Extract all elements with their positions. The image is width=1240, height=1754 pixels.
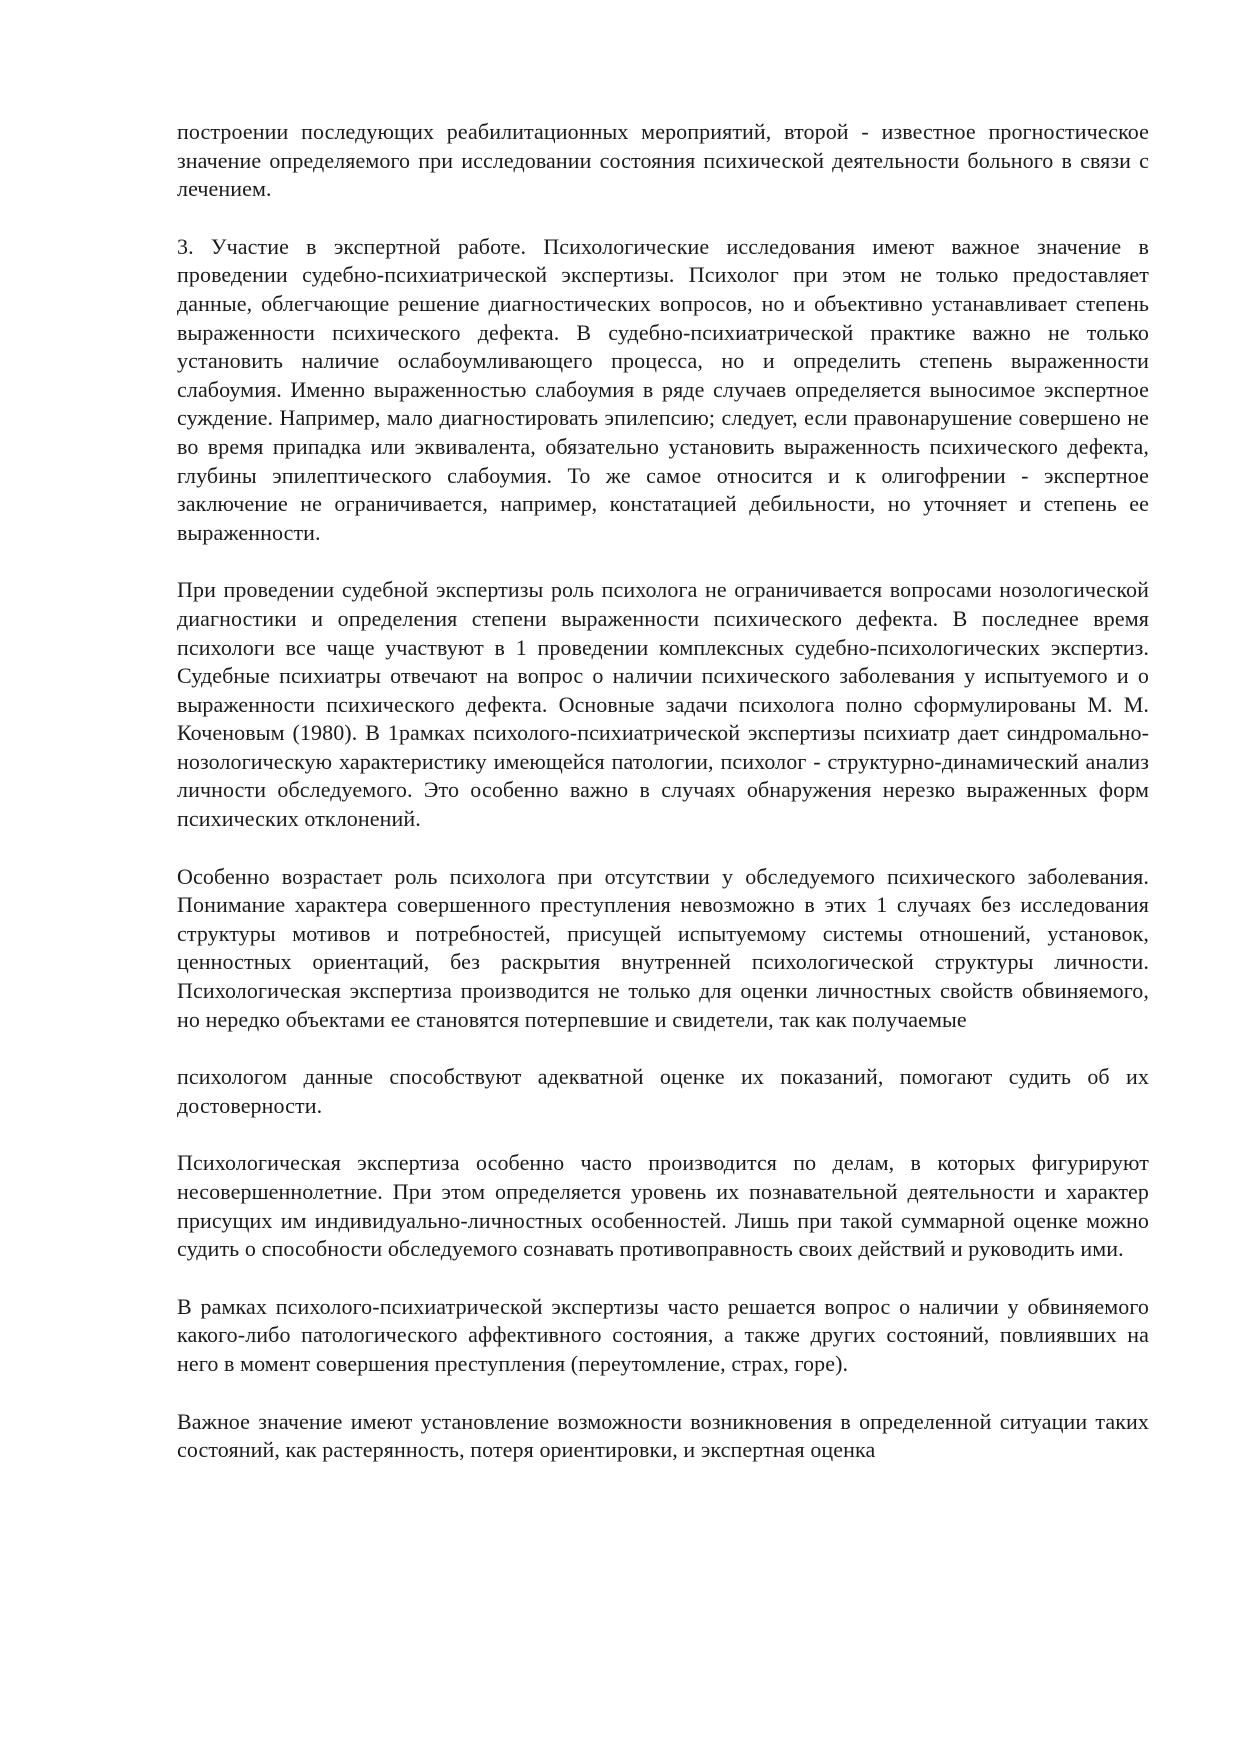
paragraph-7: В рамках психолого-психиатрической экспертизы часто решается вопрос о наличии у обвиняемого какого-либо патологического аффективного состояния, а также других состояний, повлиявших на него в момент совершения преступления (переутомление, страх, горе).: [177, 1293, 1149, 1376]
paragraph-4: Особенно возрастает роль психолога при отсутствии у обследуемого психического заболевания. Понимание характера совершенного преступления невозможно в этих 1 случаях без исследования структуры мотивов и потребностей, присущей испытуемому системы отношений, установок, ценностных ориентаций, без раскрытия внутренней психологической структуры личности. Психологическая экспертиза производится не только для оценки личностных свойств обвиняемого, но нередко объектами ее становятся потерпевшие и свидетели, так как получаемые: [177, 863, 1149, 1032]
paragraph-8: Важное значение имеют установление возможности возникновения в определенной ситуации таких состояний, как растерянность, потеря ориентировки, и экспертная оценка: [177, 1408, 1149, 1463]
document-body: [177, 118, 1149, 1465]
paragraph-6: Психологическая экспертиза особенно часто производится по делам, в которых фигурируют несовершеннолетние. При этом определяется уровень их познавательной деятельности и характер присущих им индивидуально-личностных особенностей. Лишь при такой суммарной оценке можно судить о способности обследуемого сознавать противоправность своих действий и руководить ими.: [177, 1150, 1149, 1262]
paragraph-5: психологом данные способствуют адекватной оценке их показаний, помогают судить об их достоверности.: [177, 1064, 1149, 1118]
paragraph-1: построении последующих реабилитационных мероприятий, второй - известное прогностическое значение определяемого при исследовании состояния психической деятельности больного в связи с лечением.: [177, 119, 1149, 202]
paragraph-2: 3. Участие в экспертной работе. Психологические исследования имеют важное значение в проведении судебно-психиатрической экспертизы. Психолог при этом не только предоставляет данные, облегчающие решение диагностических вопросов, но и объективно устанавливает степень выраженности психического дефекта. В судебно-психиатрической практике важно не только установить наличие ослабоумливающего процесса, но и определить степень выраженности слабоумия. Именно выраженностью слабоумия в ряде случаев определяется выносимое экспертное суждение. Например, мало диагностировать эпилепсию; следует, если правонарушение совершено не во время припадка или эквивалента, обязательно установить выраженность психического дефекта, глубины эпилептического слабоумия. То же самое относится и к олигофрении - экспертное заключение не ограничивается, например, констатацией дебильности, но уточняет и степень ее выраженности.: [177, 233, 1149, 545]
paragraph-3: При проведении судебной экспертизы роль психолога не ограничивается вопросами нозологической диагностики и определения степени выраженности психического дефекта. В последнее время психологи все чаще участвуют в 1 проведении комплексных судебно-психологических экспертиз. Судебные психиатры отвечают на вопрос о наличии психического заболевания у испытуемого и о выраженности психического дефекта. Основные задачи психолога полно сформулированы М. М. Коченовым (1980). В 1рамках психолого-психиатрической экспертизы психиатр дает синдромально-нозологическую характеристику имеющейся патологии, психолог - структурно-динамический анализ личности обследуемого. Это особенно важно в случаях обнаружения нерезко выраженных форм психических отклонений.: [177, 577, 1149, 832]
